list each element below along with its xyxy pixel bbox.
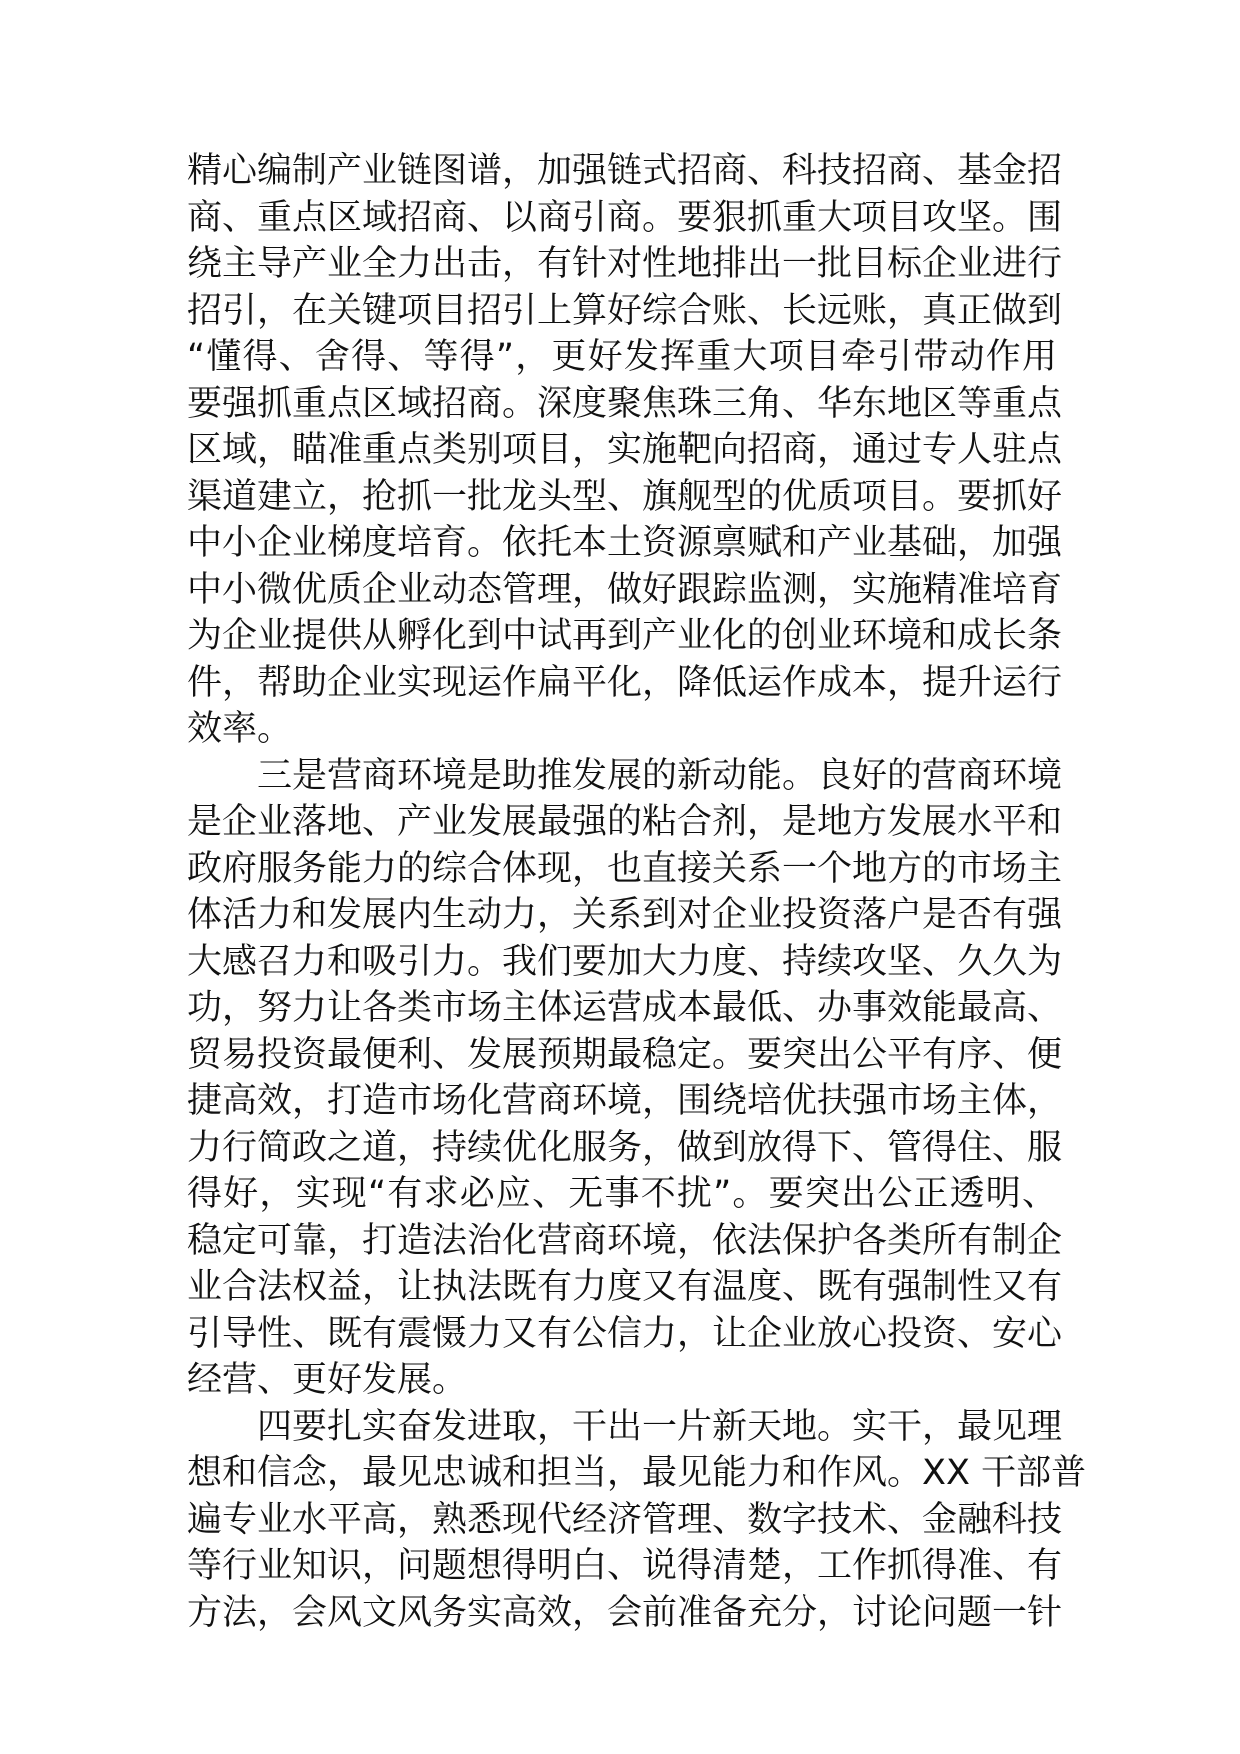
text-line: 捷高效，打造市场化营商环境，围绕培优扶强市场主体， xyxy=(187,1081,1063,1121)
text-line: 引导性、既有震慑力又有公信力，让企业放心投资、安心 xyxy=(187,1313,1063,1354)
text-line: 三是营商环境是助推发展的新动能。良好的营商环境 xyxy=(257,755,1063,796)
text-line: “懂得、舍得、等得”，更好发挥重大项目牵引带动作用 xyxy=(187,337,1057,377)
text-line: 精心编制产业链图谱，加强链式招商、科技招商、基金招 xyxy=(187,151,1063,191)
text-line: 效率。 xyxy=(187,709,293,749)
text-line: 为企业提供从孵化到中试再到产业化的创业环境和成长条 xyxy=(187,616,1063,656)
body-text xyxy=(187,148,1087,1636)
text-line: 要强抓重点区域招商。深度聚焦珠三角、华东地区等重点 xyxy=(187,383,1063,424)
text-line: 功，努力让各类市场主体运营成本最低、办事效能最高、 xyxy=(187,988,1063,1028)
text-line: 政府服务能力的综合体现，也直接关系一个地方的市场主 xyxy=(187,848,1063,889)
text-line: 稳定可靠，打造法治化营商环境，依法保护各类所有制企 xyxy=(187,1220,1063,1261)
text-line: 经营、更好发展。 xyxy=(187,1360,468,1400)
text-line: 想和信念，最见忠诚和担当，最见能力和作风。XX 干部普 xyxy=(187,1453,1087,1493)
text-line: 渠道建立，抢抓一批龙头型、旗舰型的优质项目。要抓好 xyxy=(187,476,1063,517)
text-line: 业合法权益，让执法既有力度又有温度、既有强制性又有 xyxy=(187,1267,1063,1307)
text-line: 件，帮助企业实现运作扁平化，降低运作成本，提升运行 xyxy=(187,662,1063,703)
text-line: 方法，会风文风务实高效，会前准备充分，讨论问题一针 xyxy=(187,1592,1063,1633)
text-line: 体活力和发展内生动力，关系到对企业投资落户是否有强 xyxy=(187,895,1063,935)
text-line: 等行业知识，问题想得明白、说得清楚，工作抓得准、有 xyxy=(187,1546,1063,1586)
text-line: 中小微优质企业动态管理，做好跟踪监测，实施精准培育 xyxy=(187,569,1063,610)
text-line: 绕主导产业全力出击，有针对性地排出一批目标企业进行 xyxy=(187,244,1063,284)
text-line: 区域，瞄准重点类别项目，实施靶向招商，通过专人驻点 xyxy=(187,430,1063,470)
text-line: 得好，实现“有求必应、无事不扰”。要突出公正透明、 xyxy=(187,1174,1057,1214)
text-line: 力行简政之道，持续优化服务，做到放得下、管得住、服 xyxy=(187,1127,1063,1168)
text-line: 招引，在关键项目招引上算好综合账、长远账，真正做到 xyxy=(187,290,1063,331)
text-line: 大感召力和吸引力。我们要加大力度、持续攻坚、久久为 xyxy=(187,941,1063,982)
text-line: 贸易投资最便利、发展预期最稳定。要突出公平有序、便 xyxy=(187,1034,1063,1075)
text-line: 四要扎实奋发进取，干出一片新天地。实干，最见理 xyxy=(257,1406,1063,1447)
text-line: 遍专业水平高，熟悉现代经济管理、数字技术、金融科技 xyxy=(187,1499,1063,1540)
text-line: 是企业落地、产业发展最强的粘合剂，是地方发展水平和 xyxy=(187,802,1063,842)
text-line: 商、重点区域招商、以商引商。要狠抓重大项目攻坚。围 xyxy=(187,197,1063,238)
text-line: 中小企业梯度培育。依托本土资源禀赋和产业基础，加强 xyxy=(187,523,1063,563)
